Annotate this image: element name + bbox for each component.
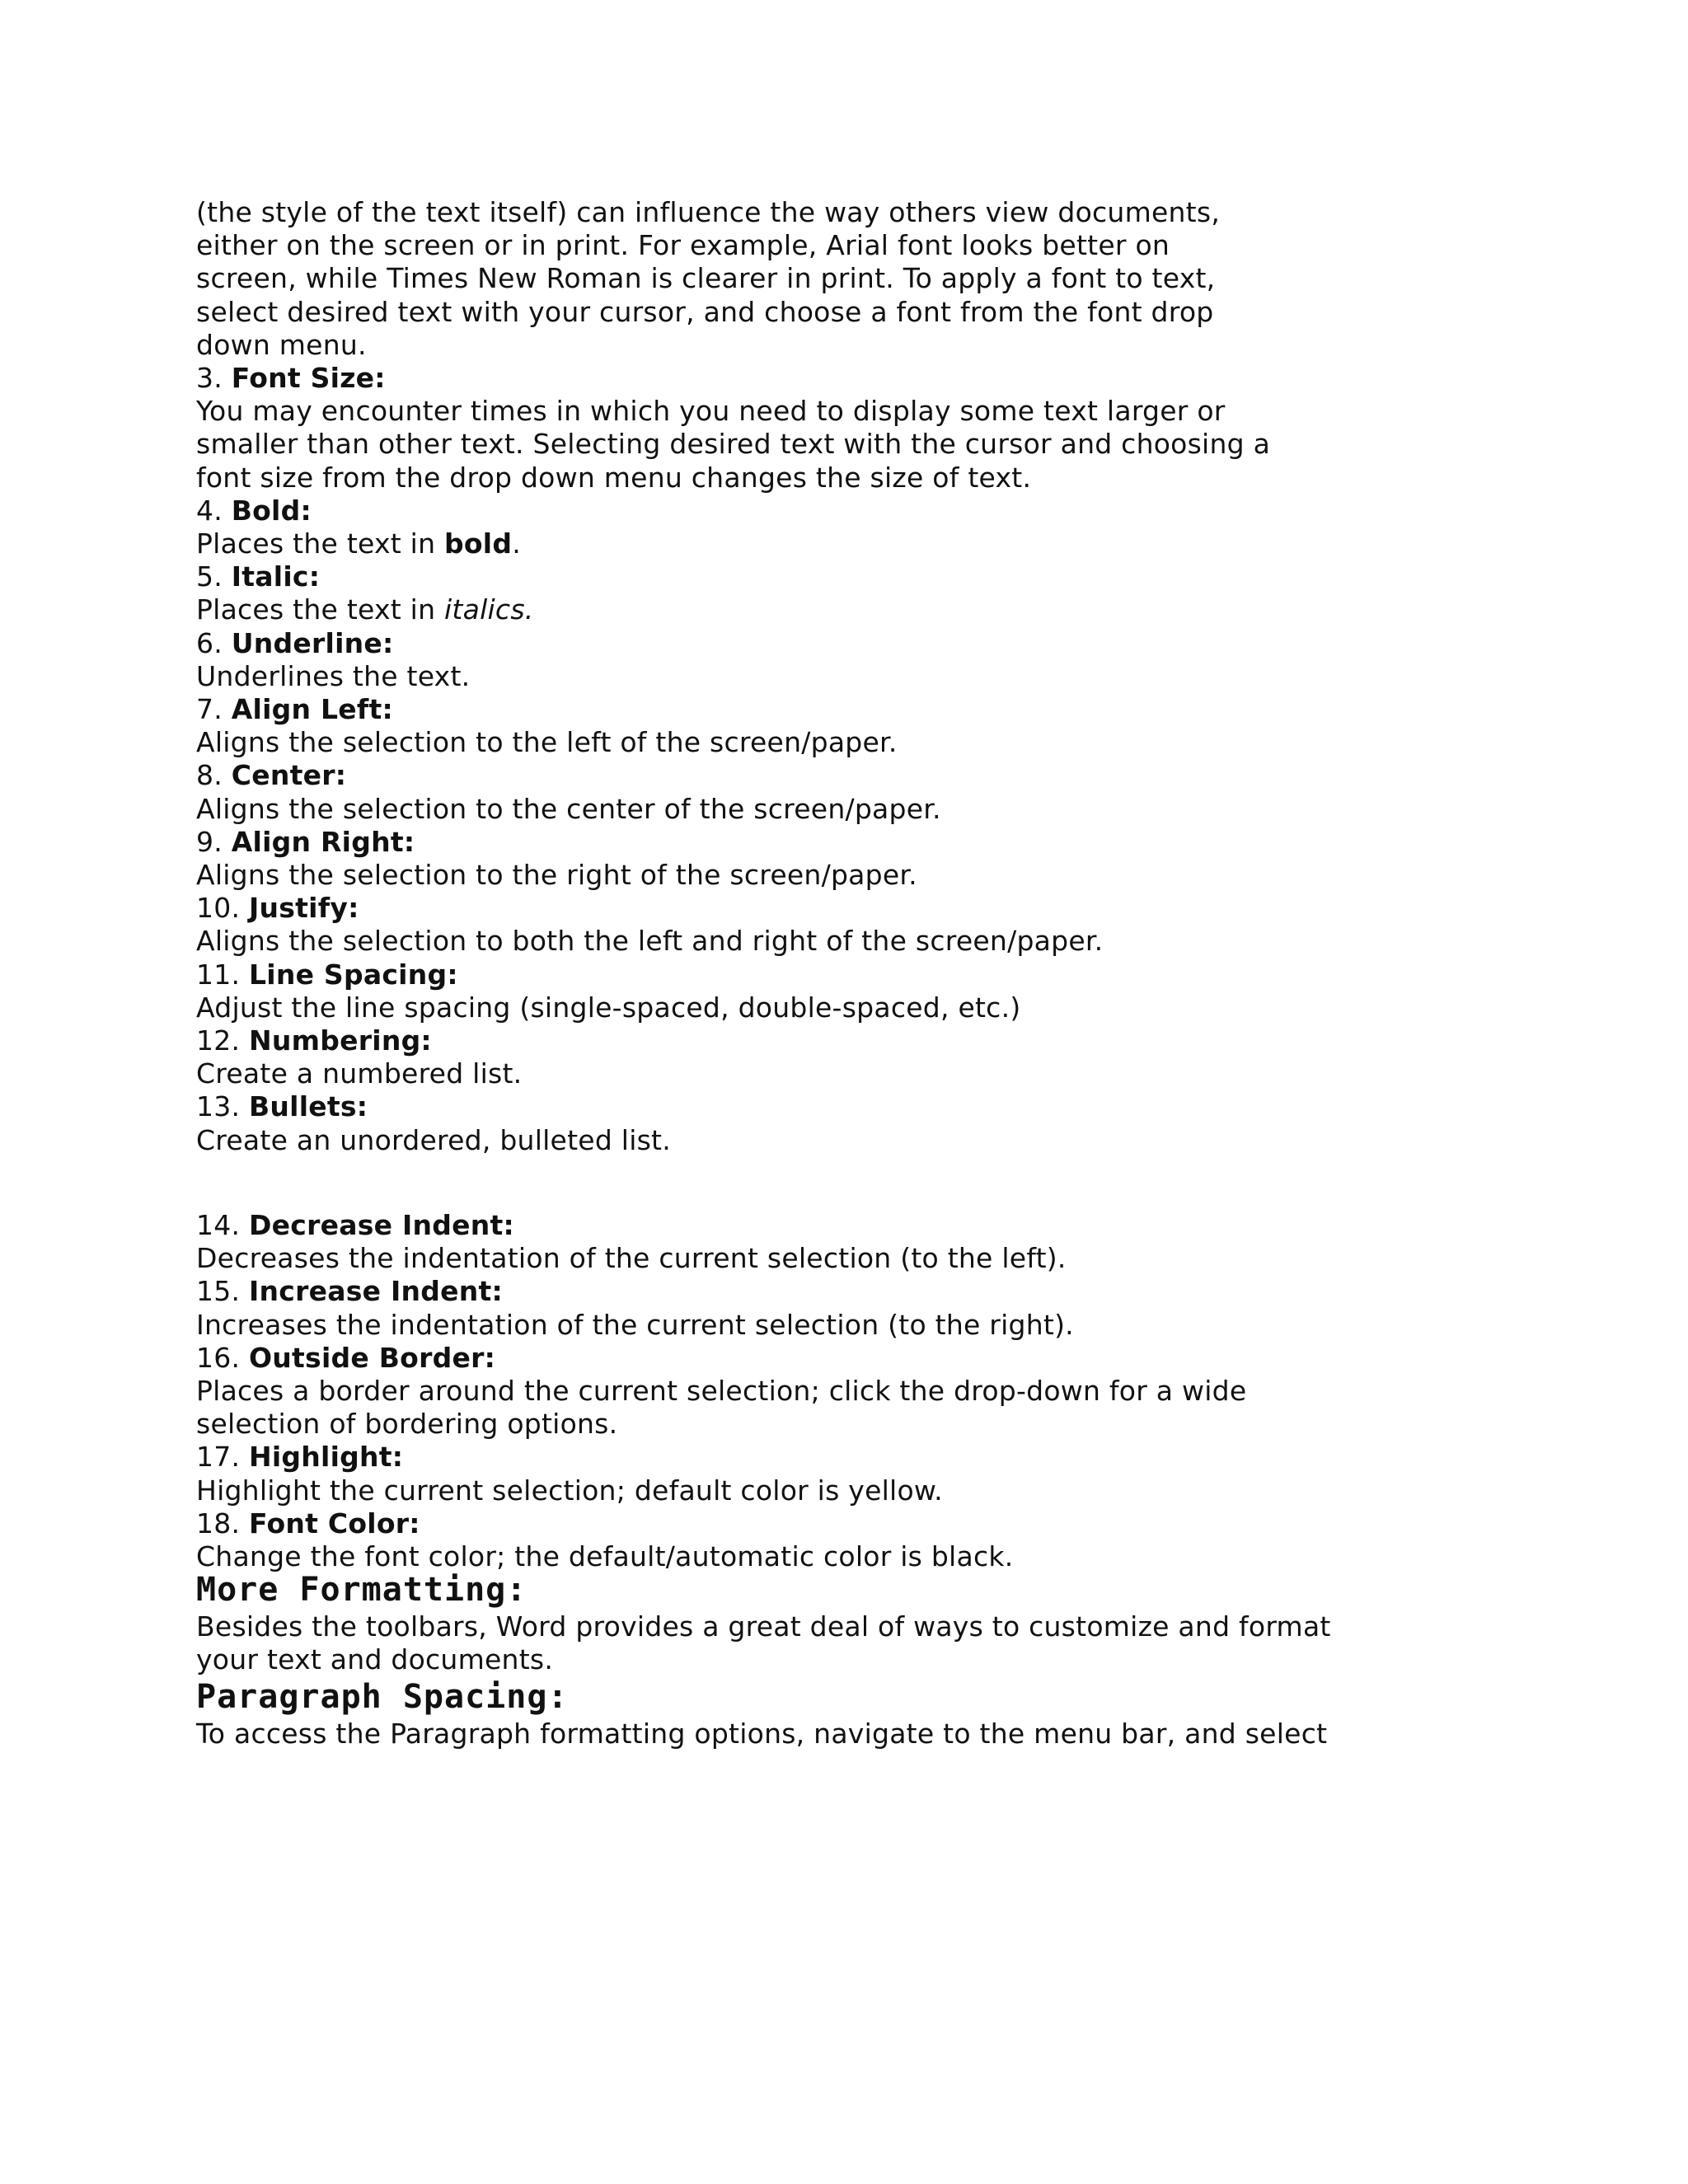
section-more-formatting	[196, 1570, 1597, 1676]
list-item-bold	[196, 494, 1597, 560]
section-body-line: your text and documents.	[196, 1643, 554, 1676]
item-number: 17.	[196, 1441, 249, 1474]
item-number: 11.	[196, 958, 249, 991]
item-title: Align Left:	[231, 693, 393, 726]
section-heading: Paragraph Spacing:	[196, 1677, 569, 1716]
item-heading	[196, 1209, 1597, 1242]
desc-bold-word: bold	[444, 527, 513, 560]
item-title: Font Size:	[231, 362, 386, 395]
item-title: Numbering:	[248, 1024, 432, 1057]
item-description: smaller than other text. Selecting desired text with the cursor and choosing a	[196, 428, 1271, 461]
intro-line: (the style of the text itself) can influence the way others view documents,	[196, 196, 1221, 228]
item-description: Aligns the selection to the right of the screen/paper.	[196, 859, 917, 892]
item-description: Increases the indentation of the current selection (to the right).	[196, 1308, 1074, 1341]
item-title: Underline:	[231, 626, 394, 659]
item-title: Outside Border:	[248, 1341, 496, 1374]
item-title: Bullets:	[248, 1090, 368, 1123]
section-heading: More Formatting:	[196, 1571, 528, 1610]
item-description: Aligns the selection to both the left and right of the screen/paper.	[196, 925, 1104, 958]
item-number: 4.	[196, 494, 232, 527]
item-title: Italic:	[231, 560, 321, 593]
item-number: 10.	[196, 892, 249, 925]
list-item-increase-indent	[196, 1275, 1597, 1341]
item-heading	[196, 826, 1597, 859]
item-number: 18.	[196, 1507, 249, 1540]
intro-line: either on the screen or in print. For example, Arial font looks better on	[196, 229, 1170, 262]
intro-line: screen, while Times New Roman is clearer in print. To apply a font to text,	[196, 262, 1216, 295]
list-item-justify	[196, 892, 1597, 958]
item-heading	[196, 362, 1597, 395]
item-number: 9.	[196, 825, 232, 858]
item-heading	[196, 958, 1597, 991]
desc-italic-word: italics.	[444, 593, 534, 626]
item-description: Places a border around the current selection; click the drop-down for a wide	[196, 1374, 1247, 1407]
item-description: Aligns the selection to the left of the screen/paper.	[196, 726, 898, 759]
item-heading	[196, 560, 1597, 593]
item-heading	[196, 1275, 1597, 1308]
intro-line: down menu.	[196, 328, 367, 361]
item-number: 14.	[196, 1208, 249, 1241]
item-heading	[196, 627, 1597, 660]
section-body-line: Besides the toolbars, Word provides a great deal of ways to customize and format	[196, 1610, 1331, 1643]
item-number: 8.	[196, 759, 232, 792]
item-heading	[196, 494, 1597, 527]
item-heading	[196, 1441, 1597, 1474]
item-title: Font Color:	[248, 1507, 420, 1540]
item-description: Highlight the current selection; default color is yellow.	[196, 1474, 943, 1507]
item-description: Create a numbered list.	[196, 1057, 523, 1090]
intro-line: select desired text with your cursor, and choose a font from the font drop	[196, 295, 1214, 328]
item-number: 12.	[196, 1024, 249, 1057]
item-title: Align Right:	[231, 825, 415, 858]
item-number: 15.	[196, 1275, 249, 1308]
item-description: selection of bordering options.	[196, 1408, 618, 1441]
list-item-highlight	[196, 1441, 1597, 1507]
item-heading	[196, 892, 1597, 925]
item-number: 7.	[196, 693, 232, 726]
item-description: Decreases the indentation of the current selection (to the left).	[196, 1242, 1067, 1275]
item-title: Justify:	[248, 892, 359, 925]
item-description	[196, 593, 1597, 626]
list-item-font-color	[196, 1507, 1597, 1573]
item-title: Decrease Indent:	[248, 1208, 514, 1241]
item-description: Aligns the selection to the center of the screen/paper.	[196, 792, 941, 825]
item-description: You may encounter times in which you need to display some text larger or	[196, 395, 1226, 428]
item-title: Highlight:	[248, 1441, 404, 1474]
list-item-center	[196, 759, 1597, 825]
document-body	[196, 196, 1597, 1750]
item-description: Change the font color; the default/automatic color is black.	[196, 1540, 1014, 1572]
item-description	[196, 527, 1597, 560]
item-heading	[196, 1342, 1597, 1375]
item-heading	[196, 1024, 1597, 1057]
desc-text: Places the text in	[196, 593, 445, 626]
list-item-decrease-indent	[196, 1209, 1597, 1275]
list-item-outside-border	[196, 1342, 1597, 1441]
item-title: Bold:	[231, 494, 312, 527]
item-heading	[196, 1507, 1597, 1540]
list-item-italic	[196, 560, 1597, 626]
item-number: 16.	[196, 1341, 249, 1374]
item-description: font size from the drop down menu changes the size of text.	[196, 461, 1032, 494]
list-item-font-size	[196, 362, 1597, 494]
item-number: 13.	[196, 1090, 249, 1123]
section-gap	[196, 1157, 1597, 1209]
item-description: Create an unordered, bulleted list.	[196, 1123, 671, 1156]
item-title: Line Spacing:	[248, 958, 458, 991]
list-item-numbering	[196, 1024, 1597, 1090]
desc-text: .	[512, 527, 521, 560]
list-item-align-right	[196, 826, 1597, 892]
item-description: Adjust the line spacing (single-spaced, double-spaced, etc.)	[196, 991, 1021, 1024]
item-number: 6.	[196, 626, 232, 659]
item-description: Underlines the text.	[196, 659, 471, 692]
section-paragraph-spacing	[196, 1677, 1597, 1750]
item-heading	[196, 693, 1597, 726]
intro-paragraph	[196, 196, 1597, 362]
list-item-underline	[196, 627, 1597, 693]
item-heading	[196, 1090, 1597, 1123]
item-title: Center:	[231, 759, 347, 792]
item-heading	[196, 759, 1597, 792]
list-item-bullets	[196, 1090, 1597, 1156]
section-body-line: To access the Paragraph formatting options, navigate to the menu bar, and select	[196, 1717, 1328, 1750]
list-item-line-spacing	[196, 958, 1597, 1024]
item-title: Increase Indent:	[248, 1275, 503, 1308]
list-item-align-left	[196, 693, 1597, 759]
item-number: 3.	[196, 362, 232, 395]
item-number: 5.	[196, 560, 232, 593]
desc-text: Places the text in	[196, 527, 445, 560]
